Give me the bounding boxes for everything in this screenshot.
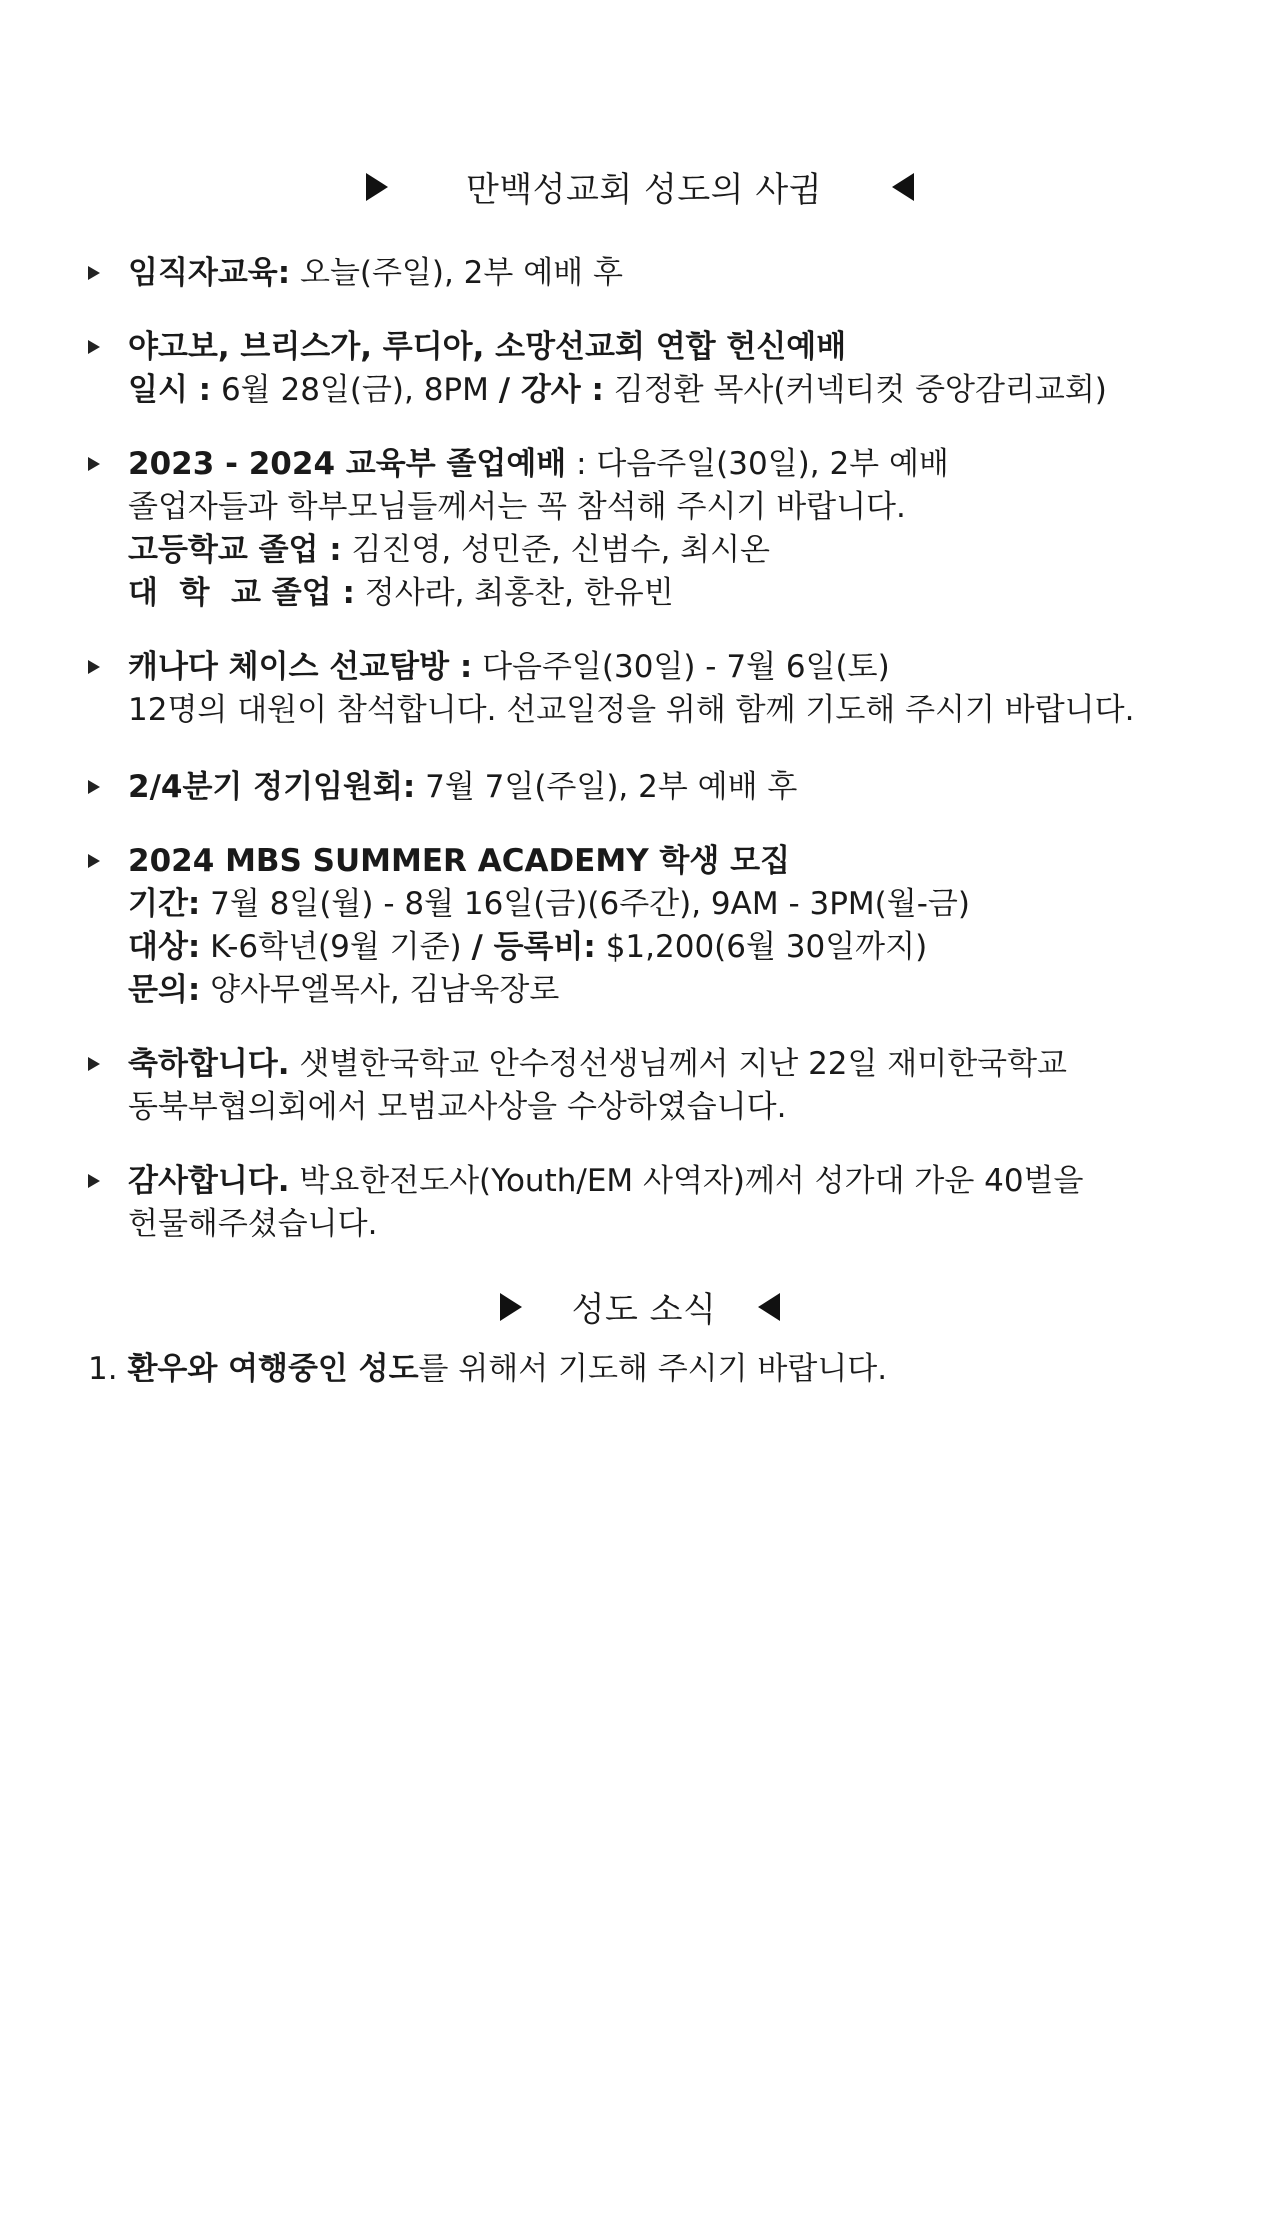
- church-news-title: [0, 162, 1280, 211]
- news-label: 대상:: [128, 929, 201, 965]
- bullet-icon: [88, 340, 100, 354]
- news-text: 다음주일(30일) - 7월 6일(토): [472, 649, 890, 685]
- triangle-right-icon: [366, 173, 388, 201]
- news-label: 2024 MBS SUMMER ACADEMY 학생 모집: [128, 843, 791, 879]
- news-line: [128, 1086, 1238, 1129]
- news-line: [128, 926, 1238, 969]
- news-text: 김진영, 성민준, 신범수, 최시온: [341, 532, 771, 568]
- news-label: 감사합니다.: [128, 1163, 290, 1199]
- news-line: [128, 969, 1238, 1012]
- bullet-icon: [88, 660, 100, 674]
- news-text: 정사라, 최홍찬, 한유빈: [354, 575, 674, 611]
- news-label: 문의:: [128, 972, 201, 1008]
- news-line: [128, 443, 1238, 486]
- bullet-icon: [88, 854, 100, 868]
- news-label: 캐나다 체이스 선교탐방 :: [128, 649, 473, 685]
- news-line: [128, 572, 1238, 615]
- news-line: [128, 689, 1238, 732]
- news-line: [128, 252, 1238, 295]
- news-label: / 강사 :: [498, 372, 604, 408]
- news-text: 6월 28일(금), 8PM: [211, 372, 499, 408]
- member-news-item: [88, 1348, 887, 1391]
- news-line: [128, 529, 1238, 572]
- triangle-left-icon: [892, 173, 914, 201]
- news-text: 12명의 대원이 참석합니다. 선교일정을 위해 함께 기도해 주시기 바랍니다.: [128, 692, 1135, 728]
- news-text: 오늘(주일), 2부 예배 후: [290, 255, 623, 291]
- news-text: $1,200(6월 30일까지): [595, 929, 928, 965]
- news-line: [128, 840, 1238, 883]
- news-line: [128, 1160, 1238, 1203]
- item-number: 1.: [88, 1351, 118, 1387]
- news-line: [128, 1043, 1238, 1086]
- bullet-icon: [88, 780, 100, 794]
- news-text: 졸업자들과 학부모님들께서는 꼭 참석해 주시기 바랍니다.: [128, 489, 906, 525]
- news-label: 축하합니다.: [128, 1046, 290, 1082]
- member-news-title-text: 성도 소식: [571, 1290, 717, 1330]
- news-label: 대 학 교 졸업 :: [128, 575, 355, 611]
- news-line: [128, 646, 1238, 689]
- news-text: 박요한전도사(Youth/EM 사역자)께서 성가대 가운 40벌을: [289, 1163, 1084, 1199]
- news-label: 2023 - 2024 교육부 졸업예배: [128, 446, 567, 482]
- news-line: [128, 326, 1238, 369]
- news-text: 헌물해주셨습니다.: [128, 1206, 378, 1242]
- news-text: 양사무엘목사, 김남욱장로: [200, 972, 560, 1008]
- news-line: [128, 486, 1238, 529]
- news-label: / 등록비:: [471, 929, 596, 965]
- news-text: K-6학년(9월 기준): [200, 929, 472, 965]
- bullet-icon: [88, 1057, 100, 1071]
- news-label: 고등학교 졸업 :: [128, 532, 342, 568]
- news-label: 야고보, 브리스가, 루디아, 소망선교회 연합 헌신예배: [128, 329, 847, 365]
- news-text: 동북부협의회에서 모범교사상을 수상하였습니다.: [128, 1089, 787, 1125]
- news-label: 2/4분기 정기임원회:: [128, 769, 416, 805]
- news-text: 7월 8일(월) - 8월 16일(금)(6주간), 9AM - 3PM(월-금): [200, 886, 970, 922]
- news-label: 임직자교육:: [128, 255, 291, 291]
- news-line: [128, 1203, 1238, 1246]
- triangle-right-icon: [500, 1293, 522, 1321]
- news-text: 샛별한국학교 안수정선생님께서 지난 22일 재미한국학교: [289, 1046, 1067, 1082]
- triangle-left-icon: [758, 1293, 780, 1321]
- member-news-label: 환우와 여행중인 성도: [127, 1351, 419, 1387]
- news-text: : 다음주일(30일), 2부 예배: [566, 446, 949, 482]
- news-line: [128, 766, 1238, 809]
- church-news-title-text: 만백성교회 성도의 사귐: [465, 170, 823, 210]
- news-line: [128, 369, 1238, 412]
- news-label: 기간:: [128, 886, 201, 922]
- bullet-icon: [88, 457, 100, 471]
- member-news-text: 를 위해서 기도해 주시기 바랍니다.: [418, 1351, 888, 1387]
- news-text: 7월 7일(주일), 2부 예배 후: [415, 769, 798, 805]
- news-label: 일시 :: [128, 372, 212, 408]
- member-news-title: [0, 1282, 1280, 1331]
- news-text: 김정환 목사(커넥티컷 중앙감리교회): [603, 372, 1107, 408]
- bullet-icon: [88, 266, 100, 280]
- bullet-icon: [88, 1174, 100, 1188]
- news-line: [128, 883, 1238, 926]
